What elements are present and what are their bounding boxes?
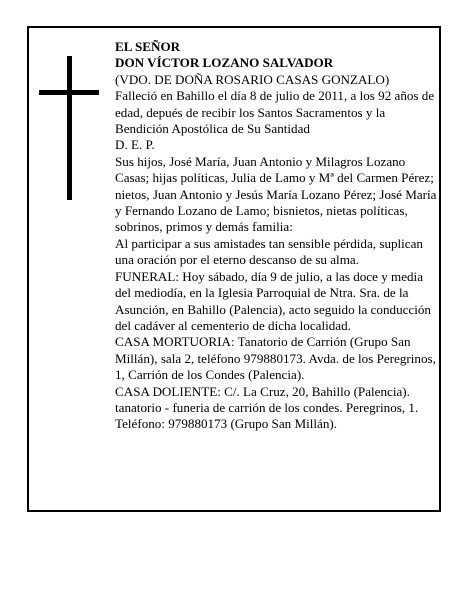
mortuary-paragraph: CASA MORTUORIA: Tanatorio de Carrión (Grupo San Millán), sala 2, teléfono 979880173. Avda. de los Peregrinos, 1, Carrión de los Condes (Palencia). xyxy=(115,334,436,383)
funeral-paragraph: FUNERAL: Hoy sábado, día 9 de julio, a las doce y media del mediodía, en la Iglesia Parroquial de Ntra. Sra. de la Asunción, en Bahillo (Palencia), acto seguido la conducción del cadáver al cementerio de dicha localidad. xyxy=(115,268,431,333)
death-paragraph: Falleció en Bahillo el día 8 de julio de 2011, a los 92 años de edad, depués de recibir los Santos Sacramentos y la Bendición Apostólica de Su Santidad xyxy=(115,88,435,137)
dep-line: D. E. P. xyxy=(115,137,155,153)
widow-line: (VDO. DE DOÑA ROSARIO CASAS GONZALO) xyxy=(115,71,390,87)
title-line-1: EL SEÑOR xyxy=(115,39,181,54)
deceased-name: DON VÍCTOR LOZANO SALVADOR xyxy=(115,55,334,71)
mourning-house-paragraph: CASA DOLIENTE: C/. La Cruz, 20, Bahillo (Palencia). xyxy=(115,383,410,399)
cross-horizontal-bar xyxy=(39,90,99,95)
request-paragraph: Al participar a sus amistades tan sensible pérdida, suplican una oración por el eterno descanso de su alma. xyxy=(115,235,423,268)
obituary-notice xyxy=(27,26,441,512)
cross-vertical-bar xyxy=(67,56,72,200)
footer-paragraph: tanatorio - funeria de carrión de los condes. Peregrinos, 1. Teléfono: 979880173 (Grupo San Millán). xyxy=(115,399,419,432)
family-paragraph: Sus hijos, José María, Juan Antonio y Milagros Lozano Casas; hijas políticas, Julia de Lamo y Mª del Carmen Pérez; nietos, Juan Antonio y Jesús María Lozano Pérez; José María y Fernando Lozano de Lamo; bisnietos, nietas políticas, sobrinos, primos y demás familia: xyxy=(115,153,437,235)
obituary-text xyxy=(115,39,437,433)
cross-icon xyxy=(39,56,99,200)
